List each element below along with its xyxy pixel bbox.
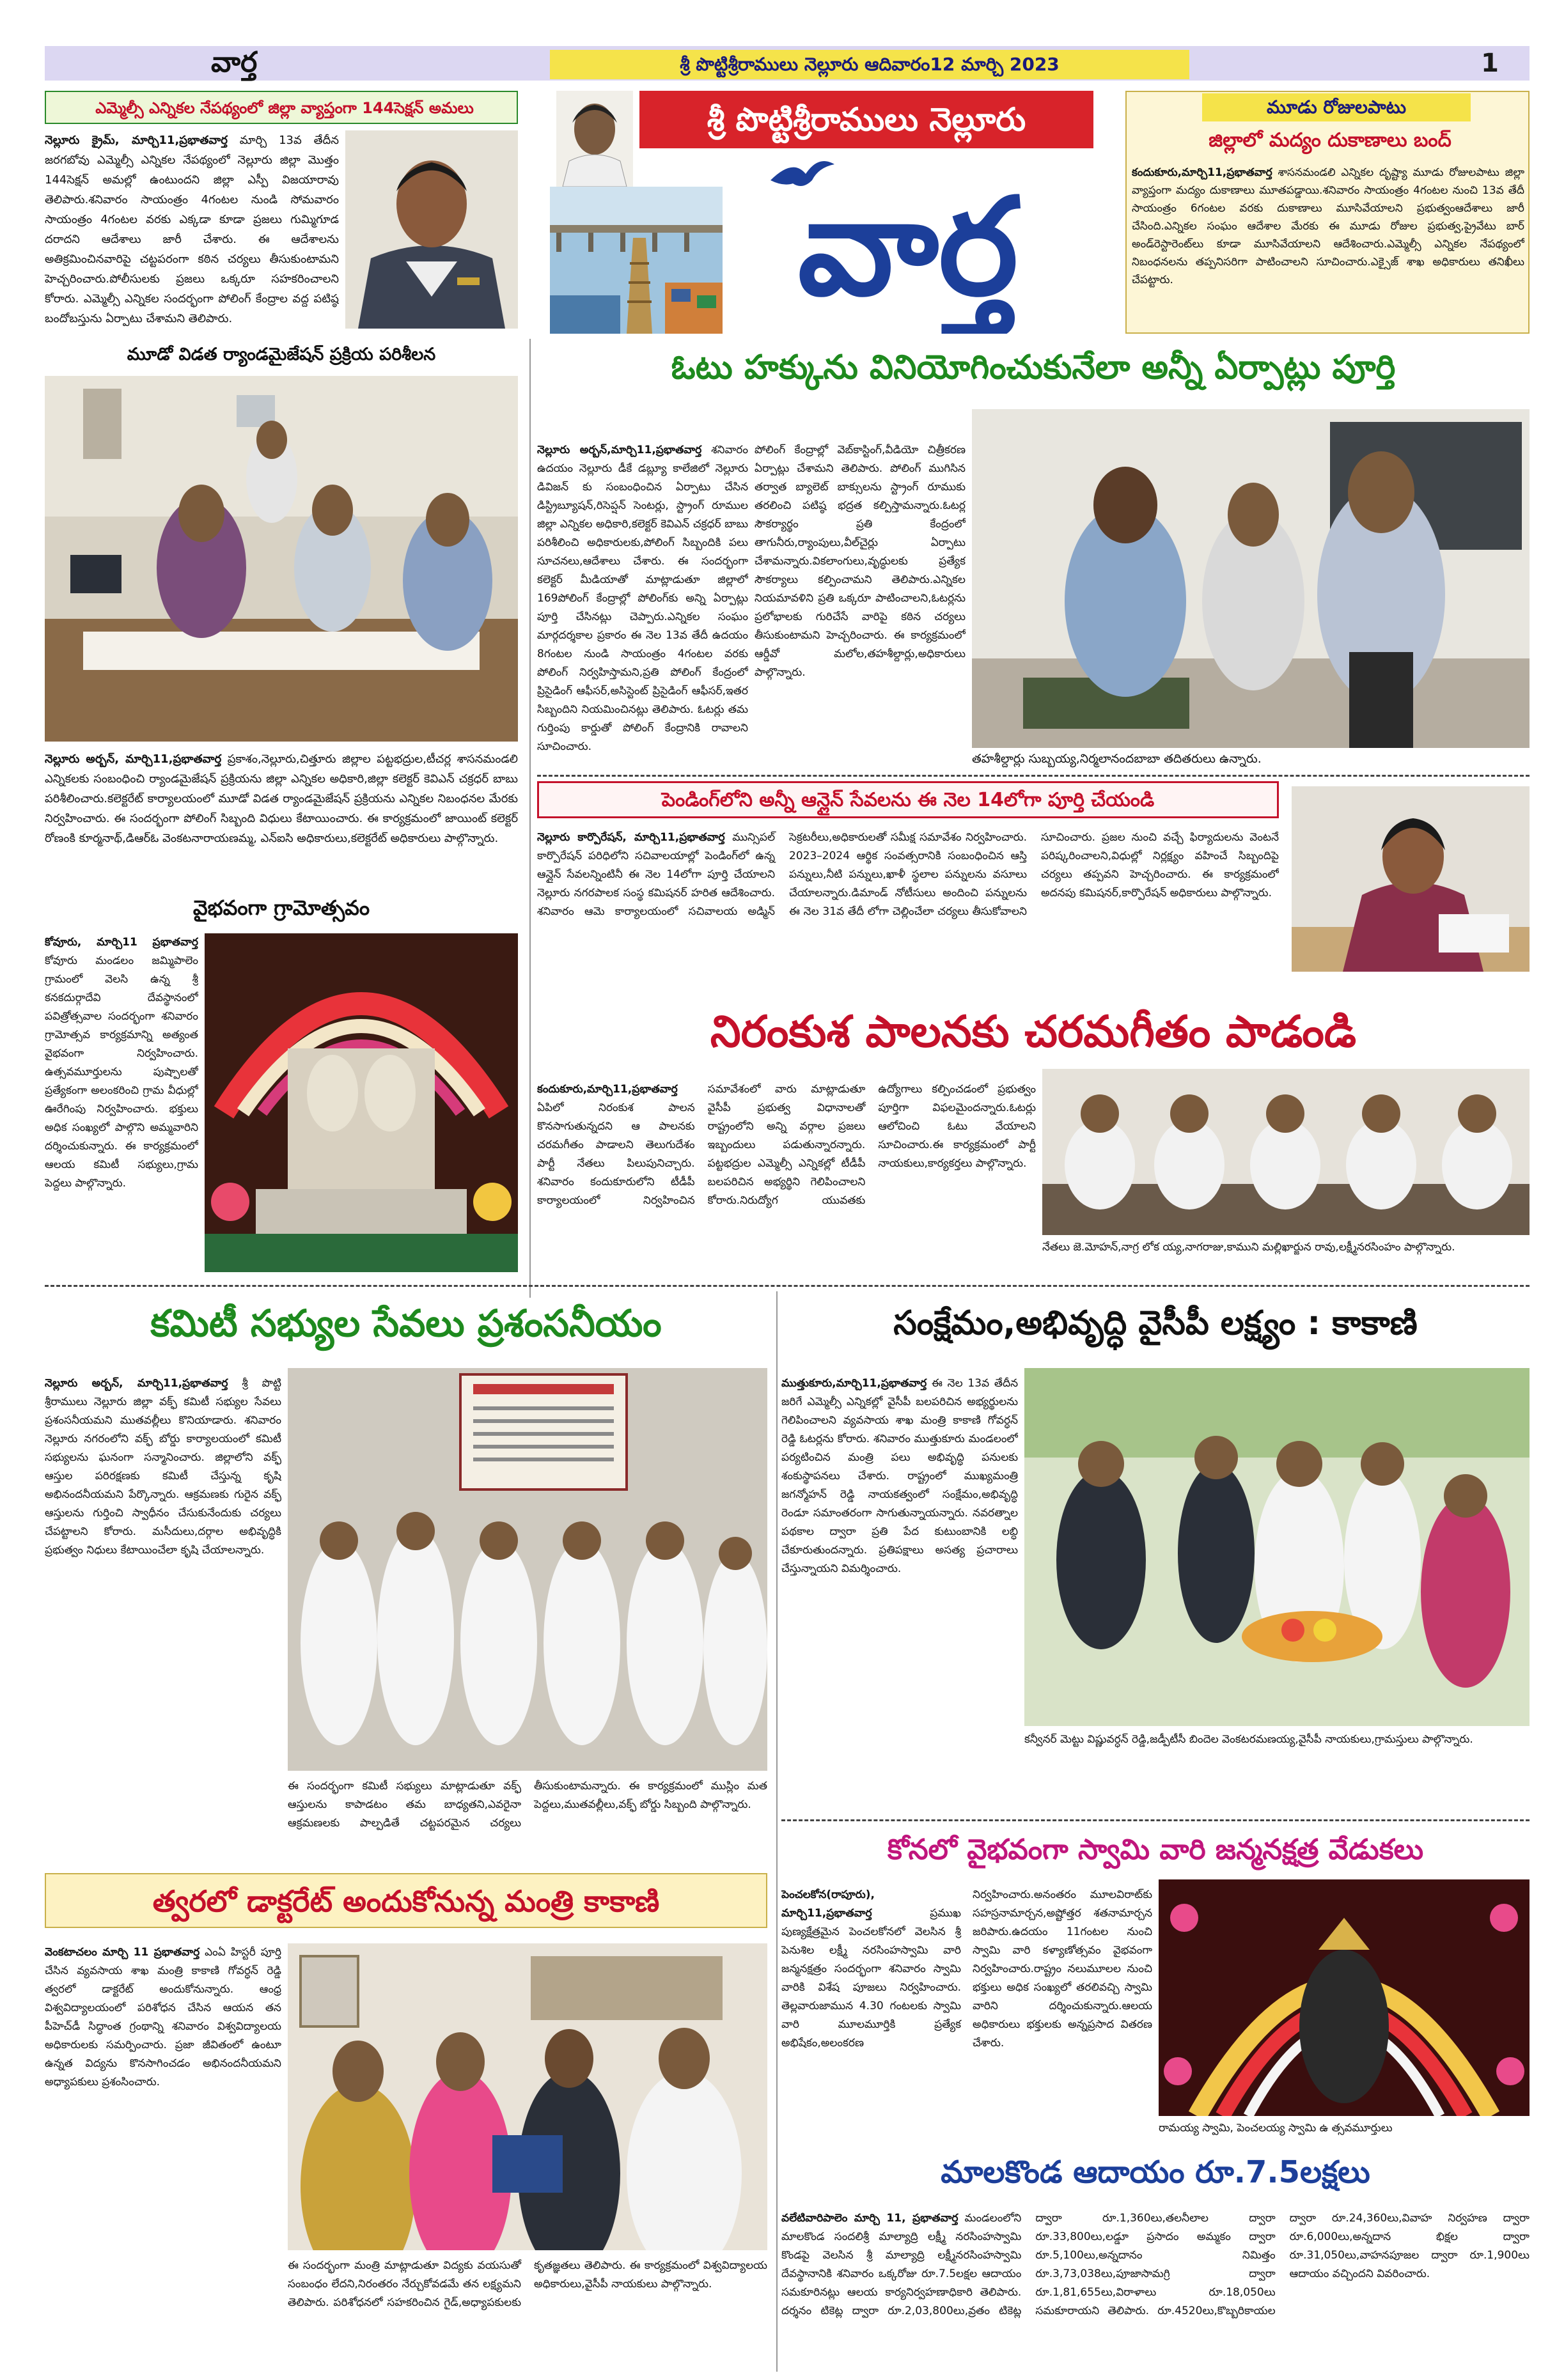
liquor-body: [1132, 164, 1524, 330]
kakani-body: [781, 1374, 1018, 1816]
festival-body: [45, 933, 198, 1279]
liquor-dateline: కందుకూరు,మార్చి11,ప్రభాతవార్త: [1132, 166, 1272, 179]
doctorate-text-1: ఎంఏ హిస్టరీ పూర్తి చేసిన వ్యవసాయ శాఖ మంత్రి కాకాణి గోవర్ధన్ రెడ్డి త్వరలో డాక్టరేట్ అందుకోనున్నారు. ఆంధ్ర విశ్వవిద్యాలయంలో పరిశోధన చేసిన ఆయన తన పీహెచ్‌డీ సిద్ధాంత గ్రంథాన్ని శనివారం విశ్వవిద్యాలయ అధికారులకు సమర్పించారు. ప్రజా జీవితంలో ఉంటూ ఉన్నత విద్యను కొనసాగించడం అభినందనీయమని అధ్యాపకులు ప్రశంసించారు.: [45, 1946, 281, 2088]
committee-text-1: శ్రీ పొట్టి శ్రీరాములు నెల్లూరు జిల్లా వక్ఫ్ కమిటీ సభ్యుల సేవలు ప్రశంసనీయమని ముతవల్లీలు కొనియాడారు. శనివారం నెల్లూరు నగరంలోని వక్ఫ్ బోర్డు కార్యాలయంలో కమిటీ సభ్యులను ఘనంగా సన్మానించారు. జిల్లాలోని వక్ఫ్ ఆస్తుల పరిరక్షణకు కమిటీ చేస్తున్న కృషి అభినందనీయమని పేర్కొన్నారు. ఆక్రమణకు గురైన వక్ఫ్ ఆస్తులను గుర్తించి స్వాధీనం చేసుకునేందుకు చర్యలు చేపట్టాలని కోరారు. మసీదులు,దర్గాల అభివృద్ధికి ప్రభుత్వం నిధులు కేటాయించేలా కృషి చేయాలన్నారు.: [45, 1377, 281, 1557]
malakonda-dateline: వలేటివారిపాలెం మార్చి 11, ప్రభాతవార్త: [781, 2212, 958, 2225]
temple-photo: [1159, 1879, 1530, 2116]
section-divider-2: [45, 1285, 1530, 1287]
section144-headline: ఎమ్మెల్సీ ఎన్నికల నేపథ్యంలో జిల్లా వ్యాప్తంగా 144సెక్షన్ అమలు: [95, 99, 474, 117]
festival-photo: [205, 933, 518, 1272]
committee-body-1: [45, 1374, 281, 1860]
city-collage: [550, 187, 723, 334]
kakani-caption: కన్వీనర్ మెట్టు విష్ణువర్ధన్ రెడ్డి,జడ్పీటీసీ బిందెల వెంకటరమణయ్య,వైసీపీ నాయకులు,గ్రామస్తులు పాల్గొన్నారు.: [1024, 1733, 1473, 1746]
doctorate-body-1: [45, 1943, 281, 2372]
temple-text: ప్రముఖ పుణ్యక్షేత్రమైన పెంచలకోనలో వెలసిన శ్రీ పెనుశిల లక్ష్మీ నరసింహస్వామి వారి జన్మనక్షత్రం సందర్భంగా శనివారం స్వామి వారికి విశేష పూజలు నిర్వహించారు. తెల్లవారుజామున 4.30 గంటలకు స్వామి వారి మూలమూర్తికి ప్రత్యేక అభిషేకం,అలంకరణ నిర్వహించారు.అనంతరం మూలవిరాట్‌కు సహస్రనామార్చన,అష్టోత్తర శతనామార్చన జరిపారు.ఉదయం 11గంటల నుంచి స్వామి వారి కళ్యాణోత్సవం వైభవంగా నిర్వహించారు.రాష్ట్రం నలుమూలల నుంచి భక్తులు అధిక సంఖ్యలో తరలివచ్చి స్వామి వారిని దర్శించుకున్నారు.ఆలయ అధికారులు భక్తులకు అన్నప్రసాద వితరణ చేశారు.: [781, 1888, 1152, 2049]
votes-caption: తహశీల్దార్లు సుబ్బయ్య,నిర్మలానందబాబా తదితరులు ఉన్నారు.: [972, 752, 1262, 766]
festival-headline: వైభవంగా గ్రామోత్సవం: [192, 896, 370, 920]
kakani-text: ఈ నెల 13వ తేదీన జరిగే ఎమ్మెల్సీ ఎన్నికల్లో వైసీపీ బలపరిచిన అభ్యర్థులను గెలిపించాలని వ్యవసాయ శాఖ మంత్రి కాకాణి గోవర్ధన్ రెడ్డి ఓటర్లను కోరారు. శనివారం ముత్తుకూరు మండలంలో పర్యటించిన మంత్రి పలు అభివృద్ధి పనులకు శంకుస్థాపనలు చేశారు. రాష్ట్రంలో ముఖ్యమంత్రి జగన్మోహన్ రెడ్డి నాయకత్వంలో సంక్షేమం,అభివృద్ధి రెండూ సమాంతరంగా సాగుతున్నాయన్నారు. నవరత్నాల పథకాల ద్వారా ప్రతి పేద కుటుంబానికి లబ్ధి చేకూరుతుందన్నారు. ప్రతిపక్షాలు అసత్య ప్రచారాలు చేస్తున్నాయని విమర్శించారు.: [781, 1377, 1018, 1575]
random-text: ప్రకాశం,నెల్లూరు,చిత్తూరు జిల్లాల పట్టభద్రుల,టీచర్ల శాసనమండలి ఎన్నికలకు సంబంధించి ర్యాండమైజేషన్ ప్రక్రియను జిల్లా ఎన్నికల అధికారి,జిల్లా కలెక్టర్ కెవిఎన్ చక్రధర్ బాబు పరిశీలించారు.కలెక్టరేట్ కార్యాలయంలో మూడో విడత ర్యాండమైజేషన్ ప్రక్రియను ఎన్నికల నిబంధనల మేరకు నిర్వహించారు. ఈ సందర్భంగా పోలింగ్ సిబ్బంది విధులు కేటాయించారు. ఈ కార్యక్రమంలో జాయింట్ కలెక్టర్ రోణంకి కూర్మనాథ్,డిఆర్ఓ వెంకటనారాయణమ్మ, ఎన్ఐసి అధికారులు,కలెక్టరేట్ అధికారులు పాల్గొన్నారు.: [45, 752, 518, 845]
section144-dateline: నెల్లూరు క్రైమ్, మార్చి11,ప్రభాతవార్త: [45, 134, 228, 147]
temple-headline: కోనలో వైభవంగా స్వామి వారి జన్మనక్షత్ర వేడుకలు: [887, 1833, 1424, 1866]
liquor-headline-1: మూడు రోజులపాటు: [1202, 93, 1471, 121]
doctorate-photo: [288, 1943, 767, 2250]
random-headline: మూడో విడత ర్యాండమైజేషన్ ప్రక్రియ పరిశీలన: [127, 345, 436, 364]
tyranny-body: [537, 1080, 1036, 1279]
malakonda-body: [781, 2209, 1530, 2372]
committee-photo: [288, 1368, 767, 1771]
doctorate-headline: త్వరలో డాక్టరేట్ అందుకోనున్న మంత్రి కాకాణి: [152, 1884, 660, 1918]
edition-line: శ్రీ పొట్టిశ్రీరాములు నెల్లూరు ఆదివారం12 మార్చి 2023: [550, 50, 1189, 79]
section-divider-3: [781, 1819, 1530, 1821]
pending-headline: పెండింగ్‌లోని అన్నీ ఆన్లైన్ సేవలను ఈ నెల 14లోగా పూర్తి చేయండి: [661, 789, 1155, 811]
kakani-dateline: ముత్తుకూరు,మార్చి11,ప్రభాతవార్త: [781, 1377, 927, 1390]
pending-dateline: నెల్లూరు కార్పొరేషన్, మార్చి11,ప్రభాతవార్త: [537, 831, 725, 844]
section144-text: మార్చి 13వ తేదీన జరగబోవు ఎమ్మెల్సీ ఎన్నికల నేపథ్యంలో నెల్లూరు జిల్లా మొత్తం 144సెక్షన్ అమల్లో ఉంటుందని జిల్లా ఎస్పీ విజయారావు తెలిపారు.శనివారం సాయంత్రం 4గంటల నుండి సోమవారం సాయంత్రం 4గంటల వరకు ఎక్కడా కూడా ప్రజలు గుమ్మిగూడ దరాదని ఆదేశాలు జారీ చేశారు. ఈ ఆదేశాలను అతిక్రమించినవారిపై చట్టపరంగా కఠిన చర్యలు తీసుకుంటామని హెచ్చరించారు.పోలీసులకు ప్రజలు ఒక్కరూ సహకరించాలని కోరారు. ఎమ్మెల్సీ ఎన్నికల సందర్భంగా పోలింగ్ కేంద్రాల వద్ద పటిష్ఠ బందోబస్తును ఏర్పాటు చేశామని తెలిపారు.: [45, 134, 339, 325]
section144-body: [45, 130, 339, 329]
section-divider-1: [537, 775, 1530, 777]
pending-text: మున్సిపల్ కార్పొరేషన్ పరిధిలోని సచివాలయాల్లో పెండింగ్‌లో ఉన్న ఆన్లైన్ సేవలన్నింటినీ ఈ నెల 14లోగా పూర్తి చేయాలని నెల్లూరు నగరపాలక సంస్థ కమిషనర్ హరిత ఆదేశించారు. శనివారం ఆమె కార్యాలయంలో సచివాలయ అడ్మిన్ సెక్రటరీలు,అధికారులతో సమీక్ష సమావేశం నిర్వహించారు. 2023–2024 ఆర్థిక సంవత్సరానికి సంబంధించిన ఆస్తి పన్నులు,నీటి పన్నులు,ఖాళీ స్థలాల పన్నులను వసూలు చేయాలన్నారు.డిమాండ్ నోటీసులు అందించి పన్నులను ఈ నెల 31వ తేదీ లోగా చెల్లించేలా చర్యలు తీసుకోవాలని సూచించారు. ప్రజల నుంచి వచ్చే ఫిర్యాదులను వెంటనే పరిష్కరించాలని,విధుల్లో నిర్లక్ష్యం వహించే సిబ్బందిపై చర్యలు తప్పవని హెచ్చరించారు. ఈ కార్యక్రమంలో అదనపు కమిషనర్,కార్పొరేషన్ అధికారులు పాల్గొన్నారు.: [537, 831, 1279, 918]
temple-caption: రామయ్య స్వామి, పెంచలయ్య స్వామి ఉ త్సవమూర్తులు: [1159, 2122, 1393, 2135]
liquor-headline-2: జిల్లాలో మద్యం దుకాణాలు బంద్: [1209, 129, 1451, 152]
votes-dateline: నెల్లూరు అర్బన్,మార్చి11,ప్రభాతవార్త: [537, 444, 702, 456]
committee-dateline: నెల్లూరు అర్బన్, మార్చి11,ప్రభాతవార్త: [45, 1377, 228, 1390]
kakani-headline: సంక్షేమం,అభివృద్ధి వైసీపీ లక్ష్యం : కాకాణి: [893, 1304, 1418, 1342]
votes-photo: [972, 409, 1530, 748]
sp-photo: [345, 130, 518, 329]
festival-text: కోవూరు మండలం జమ్మిపాలెం గ్రామంలో వెలసి ఉన్న శ్రీ కనకదుర్గాదేవి దేవస్థానంలో పవిత్రోత్సవాల సందర్భంగా శనివారం గ్రామోత్సవ కార్యక్రమాన్ని అత్యంత వైభవంగా నిర్వహించారు. ఉత్సవమూర్తులను పుష్పాలతో ప్రత్యేకంగా అలంకరించి గ్రామ వీధుల్లో ఊరేగింపు నిర్వహించారు. భక్తులు అధిక సంఖ్యలో పాల్గొని అమ్మవారిని దర్శించుకున్నారు. ఈ కార్యక్రమంలో ఆలయ కమిటీ సభ్యులు,గ్రామ పెద్దలు పాల్గొన్నారు.: [45, 954, 198, 1190]
festival-dateline: కోవూరు, మార్చి11 ప్రభాతవార్త: [45, 936, 198, 949]
edition-name: శ్రీ పొట్టిశ్రీరాములు నెల్లూరు: [707, 101, 1026, 138]
tyranny-text: ఏపిలో నిరంకుశ పాలన కొనసాగుతున్నదని ఆ పాలనకు చరమగీతం పాడాలని తెలుగుదేశం పార్టీ నేతలు పిలుపునిచ్చారు. శనివారం కందుకూరులోని టీడీపీ కార్యాలయంలో నిర్వహించిన సమావేశంలో వారు మాట్లాడుతూ వైసీపీ ప్రభుత్వ విధానాలతో రాష్ట్రంలోని అన్ని వర్గాల ప్రజలు ఇబ్బందులు పడుతున్నారన్నారు. పట్టభద్రుల ఎమ్మెల్సీ ఎన్నికల్లో టీడీపీ బలపరిచిన అభ్యర్థిని గెలిపించాలని కోరారు.నిరుద్యోగ యువతకు ఉద్యోగాలు కల్పించడంలో ప్రభుత్వం పూర్తిగా విఫలమైందన్నారు.ఓటర్లు ఆలోచించి ఓటు వేయాలని సూచించారు.ఈ కార్యక్రమంలో పార్టీ నాయకులు,కార్యకర్తలు పాల్గొన్నారు.: [537, 1083, 1036, 1207]
random-photo: [45, 376, 518, 742]
malakonda-headline: మాలకొండ ఆదాయం రూ.7.5లక్షలు: [941, 2154, 1370, 2190]
doctorate-dateline: వెంకటాచలం మార్చి 11 ప్రభాతవార్త: [45, 1946, 200, 1959]
malakonda-text: మండలంలోని మాలకొండ సందలిశ్రీ మాల్యాద్రి లక్ష్మీ నరసింహస్వామి కొండపై వెలసిన శ్రీ మాల్యాద్రి లక్ష్మీనరసింహస్వామి దేవస్థానానికి శనివారం ఒక్కరోజు రూ.7.5లక్షల ఆదాయం సమకూరినట్లు ఆలయ కార్యనిర్వహణాధికారి తెలిపారు. దర్శనం టికెట్ల ద్వారా రూ.2,03,800లు,వ్రతం టికెట్ల ద్వారా రూ.1,360లు,తలనీలాల ద్వారా రూ.33,800లు,లడ్డూ ప్రసాదం అమ్మకం ద్వారా రూ.5,100లు,అన్నదానం నిమిత్తం రూ.3,73,038లు,పూజాసామగ్రి ద్వారా రూ.1,81,655లు,విరాళాలు రూ.18,050లు సమకూరాయని తెలిపారు. రూ.4520లు,కొబ్బరికాయల ద్వారా రూ.24,360లు,వివాహ నిర్వహణ ద్వారా రూ.6,000లు,అన్నదాన భిక్షల ద్వారా రూ.31,050లు,వాహనపూజల ద్వారా రూ.1,900లు ఆదాయం వచ్చిందని వివరించారు.: [781, 2212, 1530, 2317]
votes-text-1: శనివారం ఉదయం నెల్లూరు డీకే డబ్ల్యూ కాలేజిలో నెల్లూరు డివిజన్ కు సంబంధించిన ఏర్పాటు చేసిన డిస్ట్రిబ్యూషన్,రిసెప్షన్ సెంటర్లు, స్ట్రాంగ్ రూముల జిల్లా ఎన్నికల అధికారి,కలెక్టర్ కెవిఎన్ చక్రధర్ బాబు పరిశీలించి అధికారులకు,పోలింగ్ సిబ్బందికి పలు సూచనలు,ఆదేశాలు చేశారు. ఈ సందర్భంగా కలెక్టర్ మీడియాతో మాట్లాడుతూ జిల్లాలో 169పోలింగ్ కేంద్రాల్లో పోలింగ్‌కు అన్ని ఏర్పాట్లు పూర్తి చేసినట్లు చెప్పారు.ఎన్నికల సంఘం మార్గదర్శకాల ప్రకారం ఈ నెల 13వ తేదీ ఉదయం 8గంటల నుండి సాయంత్రం 4గంటల వరకు పోలింగ్ నిర్వహిస్తామని,ప్రతి పోలింగ్ కేంద్రంలో ప్రిసైడింగ్ ఆఫీసర్,అసిస్టెంట్ ప్రిసైడింగ్ ఆఫీసర్,ఇతర సిబ్బందిని నియమించినట్లు తెలిపారు. ఓటర్లు తమ గుర్తింపు కార్డుతో పోలింగ్ కేంద్రానికి రావాలని సూచించారు.: [537, 444, 748, 753]
tyranny-caption: నేతలు జె.మోహన్,నాగ్ర లోక య్య,నాగరాజు,కాముని మల్లిఖార్జున రావు,లక్ష్మీనరసింహం పాల్గొన్నారు.: [1042, 1241, 1455, 1254]
kakani-photo: [1024, 1368, 1530, 1726]
tyranny-dateline: కందుకూరు,మార్చి11,ప్రభాతవార్త: [537, 1083, 678, 1096]
mast-small: వార్త: [211, 46, 258, 79]
random-dateline: నెల్లూరు అర్బన్, మార్చి11,ప్రభాతవార్త: [45, 752, 222, 766]
mast-big: వార్త: [797, 169, 1019, 325]
random-body: [45, 749, 518, 877]
votes-body-2: పోలింగ్ కేంద్రాల్లో వెబ్‌కాస్టింగ్,వీడియో చిత్రీకరణ ఏర్పాట్లు చేశామని తెలిపారు. పోలింగ్ ముగిసిన తర్వాత బ్యాలెట్ బాక్సులను స్ట్రాంగ్ రూముకు తరలించి పటిష్ఠ భద్రత కల్పిస్తామన్నారు.ఓటర్ల సౌకర్యార్థం ప్రతి కేంద్రంలో తాగునీరు,ర్యాంపులు,వీల్‌చైర్లు ఏర్పాటు చేశామన్నారు.వికలాంగులు,వృద్ధులకు ప్రత్యేక సౌకర్యాలు కల్పించామని తెలిపారు.ఎన్నికల నియమావళిని ప్రతి ఒక్కరూ పాటించాలని,ఓటర్లను ప్రలోభాలకు గురిచేసే వారిపై కఠిన చర్యలు తీసుకుంటామని హెచ్చరించారు. ఈ కార్యక్రమంలో ఆర్డీవో మలోల,తహశీల్దార్లు,అధికారులు పాల్గొన్నారు.: [755, 444, 966, 679]
column-divider: [529, 339, 531, 1298]
doctorate-body-2: ఈ సందర్భంగా మంత్రి మాట్లాడుతూ విద్యకు వయసుతో సంబంధం లేదని,నిరంతరం నేర్చుకోవడమే తన లక్ష్యమని తెలిపారు. పరిశోధనలో సహకరించిన గైడ్,అధ్యాపకులకు కృతజ్ఞతలు తెలిపారు. ఈ కార్యక్రమంలో విశ్వవిద్యాలయ అధికారులు,వైసీపీ నాయకులు పాల్గొన్నారు.: [288, 2259, 767, 2309]
masthead: [544, 91, 1093, 334]
liquor-text: శాసనమండలి ఎన్నికల దృష్ట్యా మూడు రోజులపాటు జిల్లా వ్యాప్తంగా మద్యం దుకాణాలు మూతపడ్డాయి.శనివారం సాయంత్రం 4గంటల నుంచి 13వ తేదీ సాయంత్రం 6గంటల వరకు దుకాణాలు మూసివేయాలని ప్రభుత్వంఆదేశాలు జారీ చేసింది.ఎన్నికల సంఘం ఆదేశాల మేరకు ఈ మూడు రోజుల ప్రభుత్వ,ప్రైవేటు బార్ అండ్‌రెస్టారెంట్‌లు కూడా మూసివేయాలని ఆదేశించారు.ఎమ్మెల్సీ ఎన్నికల నేపథ్యంలో నిబంధనలను తప్పనిసరిగా పాటించాలని సూచించారు.ఎక్సైజ్ శాఖ అధికారులు తనిఖీలు చేపట్టారు.: [1132, 166, 1524, 286]
temple-dateline: పెంచలకోన(రాపూరు), మార్చి11,ప్రభాతవార్త: [781, 1888, 875, 1920]
committee-headline: కమిటీ సభ్యుల సేవలు ప్రశంసనీయం: [150, 1302, 662, 1345]
column-divider-2: [776, 1291, 778, 2372]
votes-body-1: [537, 441, 748, 767]
tyranny-photo: [1042, 1069, 1530, 1235]
pending-body: [537, 828, 1279, 995]
temple-body: [781, 1886, 1152, 2135]
page-number: 1: [1481, 49, 1499, 78]
tyranny-headline: నిరంకుశ పాలనకు చరమగీతం పాడండి: [710, 1007, 1357, 1057]
votes-headline: ఓటు హక్కును వినియోగించుకునేలా అన్నీ ఏర్పాట్లు పూర్తి: [671, 348, 1396, 387]
founder-portrait: [556, 91, 633, 187]
committee-body-2: ఈ సందర్భంగా కమిటీ సభ్యులు మాట్లాడుతూ వక్ఫ్ ఆస్తులను కాపాడటం తమ బాధ్యతని,ఎవరైనా ఆక్రమణలకు పాల్పడితే చట్టపరమైన చర్యలు తీసుకుంటామన్నారు. ఈ కార్యక్రమంలో ముస్లిం మత పెద్దలు,ముతవల్లీలు,వక్ఫ్ బోర్డు సిబ్బంది పాల్గొన్నారు.: [288, 1780, 767, 1830]
pending-photo: [1292, 786, 1530, 972]
